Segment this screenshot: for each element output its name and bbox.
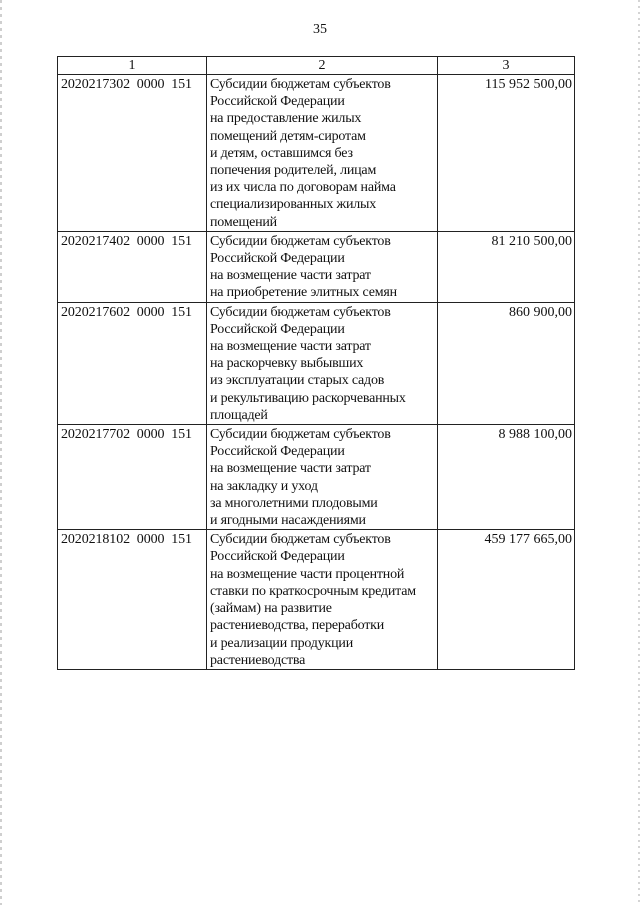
description-cell: Субсидии бюджетам субъектов Российской Федерации на возмещение части процентной ставки по краткосрочным кредитам (займам) на развитие растениеводства, переработки и реализации продукции растениеводства (207, 530, 438, 670)
description-cell: Субсидии бюджетам субъектов Российской Федерации на возмещение части затрат на раскорчевку выбывших из эксплуатации старых садов и рекультивацию раскорчеванных площадей (207, 302, 438, 424)
amount-cell: 459 177 665,00 (438, 530, 575, 670)
table-row (58, 530, 575, 670)
amount-cell: 860 900,00 (438, 302, 575, 424)
table-row (58, 302, 575, 424)
scan-edge-left (0, 0, 2, 905)
column-header-1: 1 (58, 57, 207, 75)
amount-cell: 115 952 500,00 (438, 75, 575, 232)
column-header-3: 3 (438, 57, 575, 75)
table-row (58, 231, 575, 302)
description-cell: Субсидии бюджетам субъектов Российской Федерации на возмещение части затрат на приобретение элитных семян (207, 231, 438, 302)
budget-code-cell: 2020218102 0000 151 (58, 530, 207, 670)
table-row (58, 425, 575, 530)
budget-code-cell: 2020217602 0000 151 (58, 302, 207, 424)
budget-table (57, 56, 575, 670)
budget-code-cell: 2020217702 0000 151 (58, 425, 207, 530)
budget-code-cell: 2020217402 0000 151 (58, 231, 207, 302)
description-cell: Субсидии бюджетам субъектов Российской Федерации на предоставление жилых помещений детям-сиротам и детям, оставшимся без попечения родителей, лицам из их числа по договорам найма специализированных жилых помещений (207, 75, 438, 232)
amount-cell: 81 210 500,00 (438, 231, 575, 302)
column-header-2: 2 (207, 57, 438, 75)
page-number: 35 (313, 22, 327, 37)
table-header-row (58, 57, 575, 75)
description-cell: Субсидии бюджетам субъектов Российской Федерации на возмещение части затрат на закладку и уход за многолетними плодовыми и ягодными насаждениями (207, 425, 438, 530)
budget-code-cell: 2020217302 0000 151 (58, 75, 207, 232)
amount-cell: 8 988 100,00 (438, 425, 575, 530)
table-row (58, 75, 575, 232)
